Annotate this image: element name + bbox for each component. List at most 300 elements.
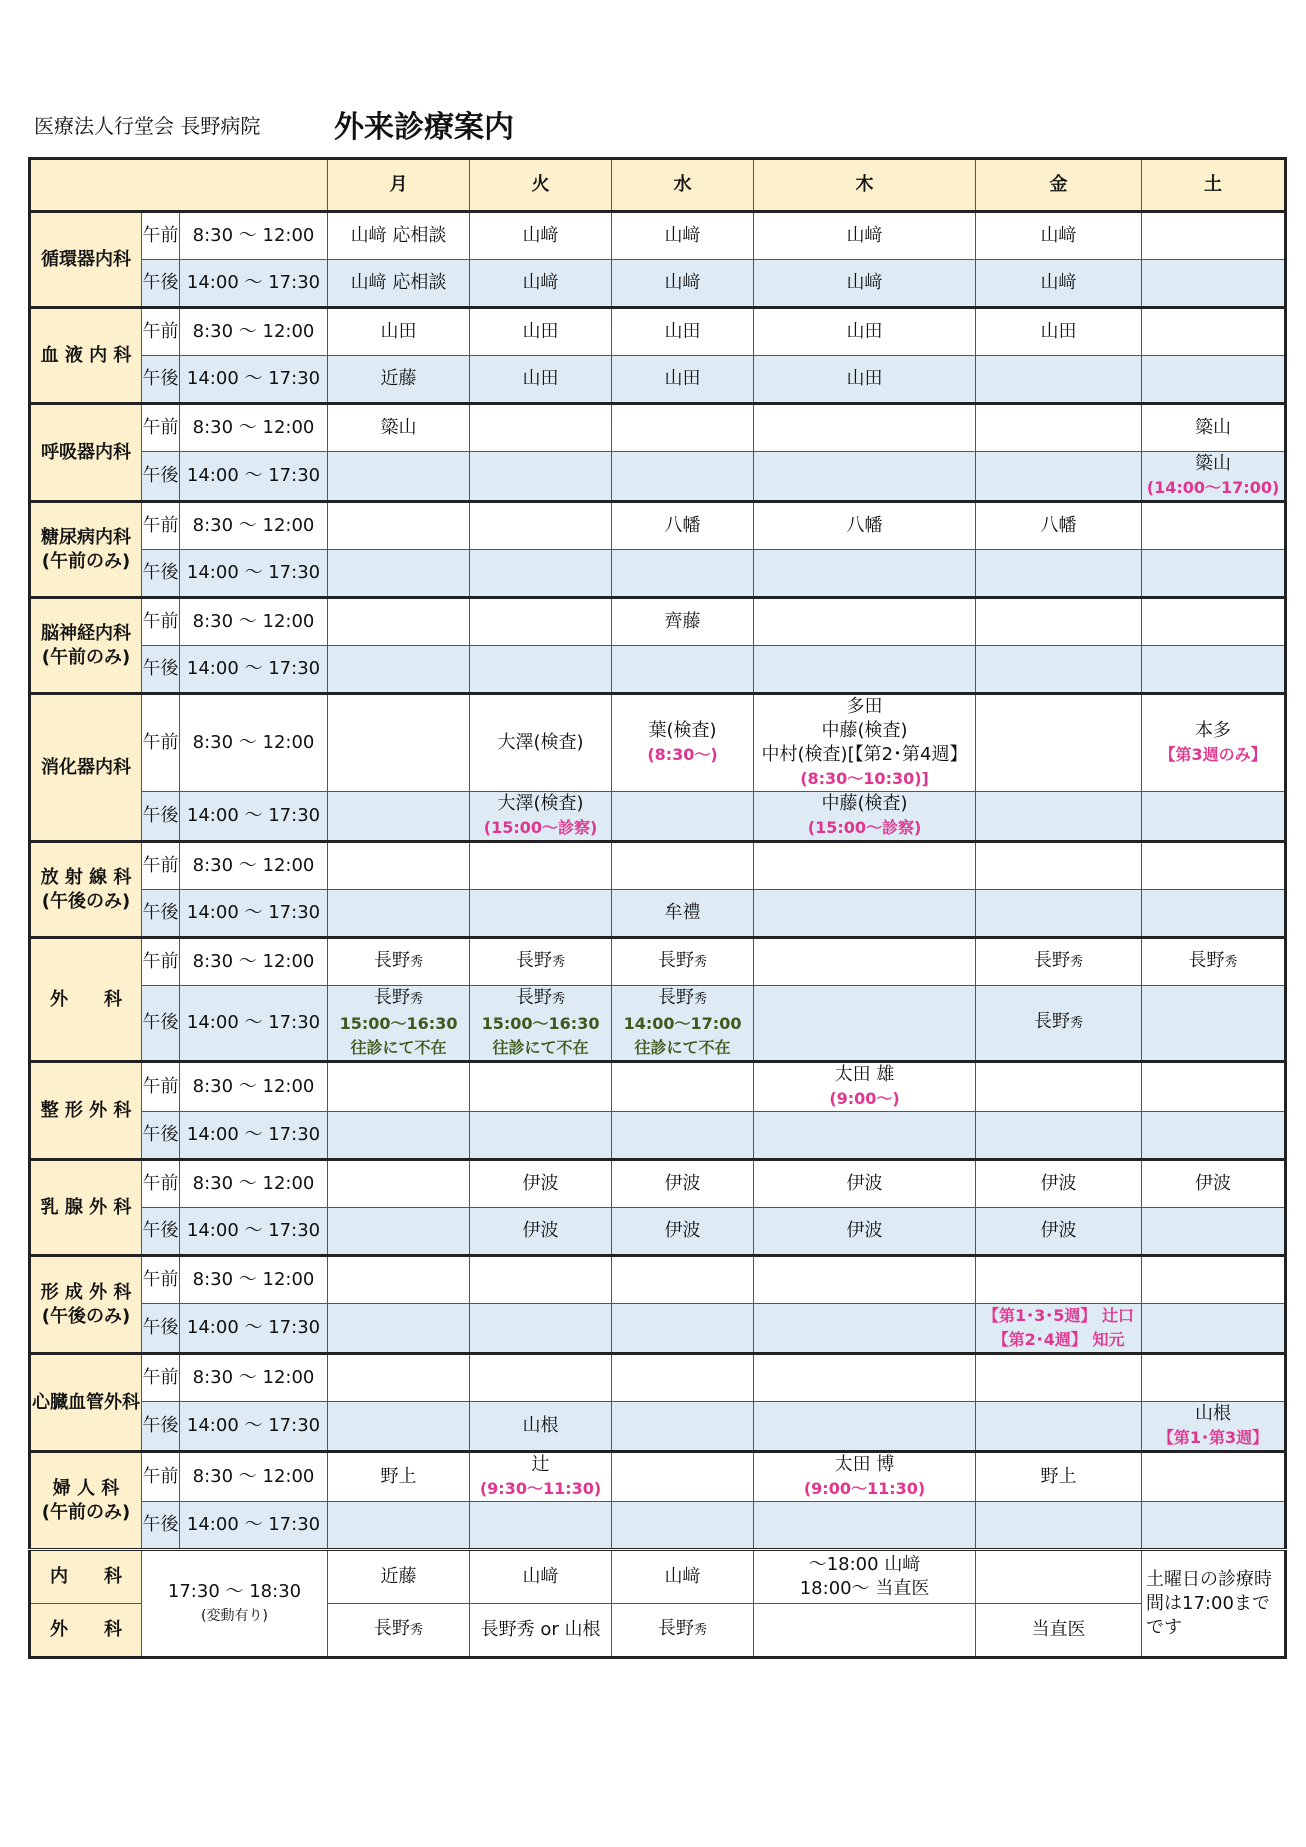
schedule-cell (612, 646, 754, 694)
department-name (30, 1452, 142, 1550)
doctor-name: 長野 (1034, 950, 1071, 971)
cell-line: 伊波 (1040, 1220, 1077, 1241)
schedule-cell (328, 986, 470, 1062)
cell-line: 八幡 (664, 515, 701, 536)
schedule-cell (1142, 1452, 1286, 1502)
cell-line: 山﨑 応相談 (350, 225, 447, 246)
cell-line: 山﨑 (664, 272, 701, 293)
department-label: 心臓血管外科 (32, 1391, 140, 1413)
cell-line: 山田 (664, 368, 701, 389)
session-label: 午後 (142, 1112, 180, 1160)
cell-line: (14:00～17:00) (1146, 478, 1280, 497)
cell-line: 18:00～ 当直医 (799, 1578, 930, 1599)
cell-line: 山﨑 (522, 225, 559, 246)
schedule-cell (470, 260, 612, 308)
schedule-cell (612, 890, 754, 938)
schedule-cell (976, 1354, 1142, 1402)
cell-line: 伊波 (846, 1173, 883, 1194)
evening-label-naika: 内 科 (30, 1550, 142, 1604)
cell-line: (9:00～) (829, 1089, 900, 1108)
schedule-cell (328, 1354, 470, 1402)
schedule-cell (754, 842, 976, 890)
department-note: (午前のみ) (41, 646, 131, 668)
schedule-cell (754, 694, 976, 792)
cell-line: 太田 博 (834, 1454, 895, 1475)
department-name (30, 404, 142, 502)
department-name (30, 1354, 142, 1452)
schedule-row (30, 550, 1286, 598)
schedule-cell (754, 1304, 976, 1354)
schedule-cell (976, 938, 1142, 986)
day-header: 土 (1142, 159, 1286, 212)
schedule-cell (470, 1452, 612, 1502)
schedule-cell (470, 1112, 612, 1160)
session-label: 午後 (142, 1208, 180, 1256)
doctor-suffix: 秀 (1070, 1016, 1084, 1031)
schedule-cell (612, 212, 754, 260)
schedule-cell (976, 792, 1142, 842)
department-label: 血 液 内 科 (40, 344, 132, 366)
cell-line: (9:00～11:30) (803, 1479, 926, 1498)
evening-cell (470, 1550, 612, 1604)
cell-line: 往診にて不在 (634, 1038, 731, 1057)
schedule-cell (612, 792, 754, 842)
doctor-name: 長野 (1188, 950, 1225, 971)
cell-line: 【第1･3･5週】 辻口 (983, 1306, 1135, 1325)
session-time: 14:00 ～ 17:30 (180, 550, 328, 598)
schedule-cell (976, 550, 1142, 598)
cell-line: 伊波 (522, 1220, 559, 1241)
schedule-cell (754, 452, 976, 502)
doctor-suffix: 秀 (1224, 955, 1238, 970)
cell-line: 山﨑 (846, 272, 883, 293)
department-name (30, 1160, 142, 1256)
department-name (30, 1256, 142, 1354)
cell-line (612, 949, 753, 975)
session-label: 午後 (142, 550, 180, 598)
cell-line: 往診にて不在 (492, 1038, 589, 1057)
schedule-cell (976, 694, 1142, 792)
session-time: 14:00 ～ 17:30 (180, 792, 328, 842)
day-header: 月 (328, 159, 470, 212)
cell-line: 多田 (846, 696, 883, 717)
schedule-cell (470, 1062, 612, 1112)
department-note: (午前のみ) (41, 550, 131, 572)
schedule-cell (754, 1502, 976, 1550)
schedule-cell (470, 1304, 612, 1354)
cell-line: 【第3週のみ】 (1159, 745, 1267, 764)
cell-line: ～18:00 山﨑 (808, 1554, 921, 1575)
day-header: 木 (754, 159, 976, 212)
schedule-cell (976, 1160, 1142, 1208)
schedule-cell (612, 1402, 754, 1452)
session-time: 8:30 ～ 12:00 (180, 212, 328, 260)
schedule-cell (612, 1112, 754, 1160)
schedule-cell (976, 1256, 1142, 1304)
doctor-name: 長野 (658, 950, 695, 971)
session-label: 午前 (142, 598, 180, 646)
cell-line: 山﨑 (522, 272, 559, 293)
cell-line (328, 949, 469, 975)
schedule-cell (328, 404, 470, 452)
schedule-cell (1142, 260, 1286, 308)
schedule-cell (470, 792, 612, 842)
header-blank (30, 159, 328, 212)
schedule-cell (328, 1402, 470, 1452)
schedule-row (30, 986, 1286, 1062)
schedule-row (30, 1452, 1286, 1502)
department-note: (午前のみ) (41, 1501, 131, 1523)
schedule-cell (328, 1256, 470, 1304)
schedule-cell (328, 356, 470, 404)
schedule-cell (754, 1160, 976, 1208)
cell-line: 伊波 (846, 1220, 883, 1241)
saturday-note: 土曜日の診療時間は17:00までです (1142, 1550, 1286, 1658)
evening-cell (328, 1550, 470, 1604)
schedule-cell (976, 1208, 1142, 1256)
doctor-name: 長野 (374, 1618, 411, 1639)
department-name (30, 694, 142, 842)
cell-line: 牟禮 (664, 902, 701, 923)
schedule-cell (328, 308, 470, 356)
cell-line (1142, 949, 1284, 975)
session-time: 8:30 ～ 12:00 (180, 502, 328, 550)
department-label: 婦 人 科 (52, 1477, 120, 1499)
session-time: 14:00 ～ 17:30 (180, 1208, 328, 1256)
doctor-name: 長野 (516, 950, 553, 971)
session-time: 8:30 ～ 12:00 (180, 938, 328, 986)
schedule-cell (470, 404, 612, 452)
cell-line (470, 949, 611, 975)
cell-line: 山田 (380, 321, 417, 342)
schedule-cell (328, 260, 470, 308)
schedule-cell (470, 938, 612, 986)
cell-line (612, 986, 753, 1012)
schedule-cell (612, 1062, 754, 1112)
cell-line: 【第1･第3週】 (1157, 1428, 1269, 1447)
evening-cell (470, 1604, 612, 1658)
cell-line: 大澤(検査) (497, 732, 584, 753)
schedule-cell (470, 986, 612, 1062)
session-time: 14:00 ～ 17:30 (180, 260, 328, 308)
schedule-cell (976, 1502, 1142, 1550)
cell-line: 伊波 (664, 1220, 701, 1241)
cell-line: 辻 (531, 1454, 550, 1475)
schedule-cell (754, 1112, 976, 1160)
doctor-suffix: 秀 (552, 992, 566, 1007)
cell-line (976, 1010, 1141, 1036)
session-time: 14:00 ～ 17:30 (180, 1304, 328, 1354)
cell-line: 伊波 (664, 1173, 701, 1194)
schedule-cell (1142, 598, 1286, 646)
schedule-cell (754, 308, 976, 356)
schedule-row (30, 842, 1286, 890)
department-name (30, 842, 142, 938)
session-time: 8:30 ～ 12:00 (180, 1062, 328, 1112)
schedule-cell (754, 212, 976, 260)
cell-line: 山根 (1195, 1403, 1232, 1424)
schedule-cell (1142, 1256, 1286, 1304)
schedule-cell (1142, 502, 1286, 550)
session-time: 14:00 ～ 17:30 (180, 646, 328, 694)
schedule-cell (328, 452, 470, 502)
doctor-suffix: 秀 (694, 1623, 708, 1638)
cell-line: 伊波 (1040, 1173, 1077, 1194)
schedule-cell (1142, 842, 1286, 890)
schedule-cell (612, 1502, 754, 1550)
schedule-cell (470, 452, 612, 502)
doctor-name: 長野 (374, 987, 411, 1008)
schedule-cell (976, 1112, 1142, 1160)
schedule-row (30, 646, 1286, 694)
cell-line (612, 1617, 753, 1643)
schedule-cell (754, 598, 976, 646)
schedule-cell (1142, 890, 1286, 938)
schedule-row (30, 502, 1286, 550)
hospital-name: 医療法人行堂会 長野病院 (34, 114, 261, 138)
cell-line: 伊波 (522, 1173, 559, 1194)
schedule-row (30, 1160, 1286, 1208)
schedule-cell (976, 1304, 1142, 1354)
schedule-cell (1142, 1062, 1286, 1112)
cell-line: 中藤(検査) (821, 720, 908, 741)
schedule-row (30, 260, 1286, 308)
schedule-cell (612, 1256, 754, 1304)
schedule-cell (976, 404, 1142, 452)
session-label: 午前 (142, 404, 180, 452)
schedule-cell (328, 792, 470, 842)
cell-line: 15:00～16:30 (339, 1014, 458, 1033)
department-name (30, 308, 142, 404)
cell-line: 山田 (664, 321, 701, 342)
department-label: 脳神経内科 (41, 622, 131, 644)
session-time: 14:00 ～ 17:30 (180, 452, 328, 502)
cell-line (470, 986, 611, 1012)
department-label: 整 形 外 科 (40, 1099, 132, 1121)
schedule-cell (328, 938, 470, 986)
cell-line: 往診にて不在 (350, 1038, 447, 1057)
schedule-cell (612, 694, 754, 792)
cell-line: 山﨑 (522, 1566, 559, 1587)
cell-line: 山田 (522, 368, 559, 389)
schedule-row (30, 404, 1286, 452)
department-label: 糖尿病内科 (41, 526, 131, 548)
schedule-cell (328, 1160, 470, 1208)
schedule-cell (754, 792, 976, 842)
schedule-cell (470, 598, 612, 646)
evening-cell (612, 1550, 754, 1604)
schedule-cell (612, 308, 754, 356)
schedule-cell (754, 1208, 976, 1256)
schedule-cell (470, 1354, 612, 1402)
schedule-cell (1142, 792, 1286, 842)
cell-line: (9:30～11:30) (479, 1479, 602, 1498)
schedule-cell (612, 1160, 754, 1208)
session-label: 午前 (142, 1062, 180, 1112)
session-label: 午前 (142, 1354, 180, 1402)
schedule-cell (1142, 1160, 1286, 1208)
session-time: 14:00 ～ 17:30 (180, 986, 328, 1062)
session-label: 午後 (142, 646, 180, 694)
session-label: 午後 (142, 452, 180, 502)
doctor-suffix: 秀 (410, 1623, 424, 1638)
schedule-row (30, 1256, 1286, 1304)
cell-line: 山根 (522, 1415, 559, 1436)
schedule-cell (1142, 1402, 1286, 1452)
schedule-cell (1142, 1208, 1286, 1256)
schedule-cell (328, 502, 470, 550)
session-label: 午前 (142, 1452, 180, 1502)
day-header: 水 (612, 159, 754, 212)
schedule-cell (612, 550, 754, 598)
doctor-suffix: 秀 (694, 992, 708, 1007)
schedule-cell (470, 308, 612, 356)
cell-line: 近藤 (380, 1566, 417, 1587)
schedule-cell (328, 890, 470, 938)
department-label: 循環器内科 (41, 248, 131, 270)
schedule-cell (612, 404, 754, 452)
session-label: 午後 (142, 356, 180, 404)
doctor-name: 長野 (658, 1618, 695, 1639)
schedule-cell (976, 1062, 1142, 1112)
schedule-cell (754, 502, 976, 550)
cell-line: 山田 (1040, 321, 1077, 342)
session-time: 14:00 ～ 17:30 (180, 1112, 328, 1160)
evening-time-text: 17:30 ～ 18:30 (167, 1580, 302, 1602)
cell-line: 山田 (522, 321, 559, 342)
schedule-cell (328, 550, 470, 598)
doctor-name: 長野 (658, 987, 695, 1008)
cell-line: 簗山 (1195, 417, 1232, 438)
schedule-cell (976, 212, 1142, 260)
schedule-cell (470, 646, 612, 694)
department-label: 放 射 線 科 (40, 866, 132, 888)
schedule-cell (470, 502, 612, 550)
schedule-cell (976, 502, 1142, 550)
schedule-cell (328, 1502, 470, 1550)
schedule-row (30, 1062, 1286, 1112)
cell-line: 八幡 (1040, 515, 1077, 536)
schedule-cell (612, 1354, 754, 1402)
evening-row-naika (30, 1550, 1286, 1604)
schedule-cell (328, 1304, 470, 1354)
schedule-row (30, 1112, 1286, 1160)
schedule-cell (328, 598, 470, 646)
schedule-cell (612, 356, 754, 404)
session-label: 午後 (142, 260, 180, 308)
evening-cell (612, 1604, 754, 1658)
schedule-cell (754, 1256, 976, 1304)
session-label: 午後 (142, 792, 180, 842)
department-note: (午後のみ) (41, 1305, 131, 1327)
schedule-row (30, 598, 1286, 646)
header-row (30, 159, 1286, 212)
cell-line: 15:00～16:30 (481, 1014, 600, 1033)
doctor-name: 長野 (1034, 1011, 1071, 1032)
schedule-cell (976, 598, 1142, 646)
schedule-cell (1142, 1112, 1286, 1160)
schedule-cell (470, 1256, 612, 1304)
schedule-cell (612, 598, 754, 646)
day-header: 金 (976, 159, 1142, 212)
schedule-cell (754, 1062, 976, 1112)
schedule-cell (754, 1354, 976, 1402)
session-time: 8:30 ～ 12:00 (180, 1160, 328, 1208)
session-label: 午前 (142, 938, 180, 986)
doctor-name: 長野 (516, 987, 553, 1008)
cell-line: 伊波 (1195, 1173, 1232, 1194)
evening-cell (754, 1550, 976, 1604)
schedule-cell (1142, 356, 1286, 404)
schedule-cell (328, 1062, 470, 1112)
schedule-cell (976, 646, 1142, 694)
cell-line: 葉(検査) (648, 720, 717, 741)
schedule-cell (754, 938, 976, 986)
session-label: 午前 (142, 212, 180, 260)
session-time: 8:30 ～ 12:00 (180, 308, 328, 356)
schedule-cell (1142, 986, 1286, 1062)
schedule-cell (612, 986, 754, 1062)
day-header: 火 (470, 159, 612, 212)
department-name (30, 598, 142, 694)
schedule-cell (976, 842, 1142, 890)
schedule-cell (612, 502, 754, 550)
schedule-cell (1142, 1502, 1286, 1550)
cell-line: 野上 (380, 1466, 417, 1487)
cell-line: 【第2･4週】 知元 (992, 1330, 1125, 1349)
session-time: 8:30 ～ 12:00 (180, 1354, 328, 1402)
schedule-cell (1142, 212, 1286, 260)
cell-line: 簗山 (1195, 453, 1232, 474)
cell-line: 野上 (1040, 1466, 1077, 1487)
schedule-cell (754, 646, 976, 694)
doctor-suffix: 秀 (410, 955, 424, 970)
session-label: 午前 (142, 842, 180, 890)
schedule-row (30, 890, 1286, 938)
session-time: 14:00 ～ 17:30 (180, 356, 328, 404)
cell-line: 14:00～17:00 (623, 1014, 742, 1033)
schedule-cell (328, 842, 470, 890)
cell-line: 簗山 (380, 417, 417, 438)
session-label: 午後 (142, 1402, 180, 1452)
cell-line (328, 986, 469, 1012)
page-header (34, 100, 1234, 145)
cell-line: 八幡 (846, 515, 883, 536)
doctor-suffix: 秀 (694, 955, 708, 970)
schedule-row (30, 1304, 1286, 1354)
schedule-row (30, 1502, 1286, 1550)
evening-cell (976, 1604, 1142, 1658)
department-label: 形 成 外 科 (40, 1281, 132, 1303)
cell-line: (15:00～診察) (483, 818, 598, 837)
schedule-row (30, 356, 1286, 404)
session-time: 8:30 ～ 12:00 (180, 1452, 328, 1502)
session-label: 午前 (142, 1160, 180, 1208)
department-label: 消化器内科 (41, 756, 131, 778)
schedule-cell (1142, 308, 1286, 356)
schedule-cell (754, 1452, 976, 1502)
session-label: 午後 (142, 1304, 180, 1354)
schedule-cell (612, 1304, 754, 1354)
schedule-cell (976, 308, 1142, 356)
department-label: 呼吸器内科 (41, 441, 131, 463)
schedule-cell (612, 938, 754, 986)
schedule-cell (470, 1402, 612, 1452)
session-label: 午前 (142, 694, 180, 792)
cell-line (328, 1617, 469, 1643)
schedule-cell (754, 986, 976, 1062)
schedule-cell (1142, 1304, 1286, 1354)
